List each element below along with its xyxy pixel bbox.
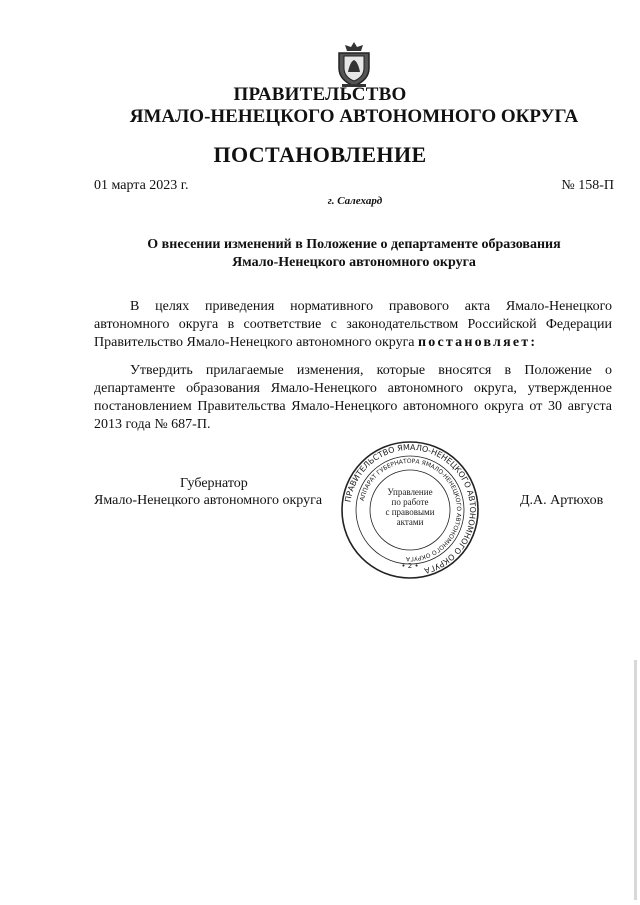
document-type-title: ПОСТАНОВЛЕНИЕ	[213, 142, 427, 167]
organization-name-line1: ПРАВИТЕЛЬСТВО	[233, 84, 407, 105]
subject-line1: О внесении изменений в Положение о департаменте образования	[147, 237, 561, 252]
signatory-position-line2: Ямало-Ненецкого автономного округа	[94, 493, 323, 508]
body-paragraph-1	[94, 298, 612, 352]
document-city: г. Салехард	[327, 195, 383, 207]
subject-line2: Ямало-Ненецкого автономного округа	[232, 255, 476, 270]
stamp-center-line4: актами	[396, 517, 424, 527]
decree-keyword: постановляет:	[418, 335, 538, 350]
document-number: № 158-П	[561, 178, 614, 193]
stamp-number: • 2 •	[401, 562, 419, 570]
signatory-name: Д.А. Артюхов	[520, 493, 604, 508]
document-date: 01 марта 2023 г.	[94, 178, 189, 193]
stamp-inner-text: АППАРАТ ГУБЕРНАТОРА ЯМАЛО-НЕНЕЦКОГО АВТОНОМНОГО ОКРУГА	[358, 457, 463, 563]
body-paragraph-2: Утвердить прилагаемые изменения, которые вносятся в Положение о департаменте образования Ямало-Ненецкого автономного округа, утвержденное постановлением Правительства Ямало-Ненецкого автономного округа от 30 августа 2013 года № 687-П.	[94, 363, 612, 432]
paragraph-1-text: В целях приведения нормативного правового акта Ямало-Ненецкого автономного округа в соответствие с законодательством Российской Федерации Правительство Ямало-Ненецкого автономного округа	[94, 299, 612, 350]
stamp-center-text	[375, 487, 445, 527]
scan-edge-mark	[634, 660, 637, 900]
stamp-center-line1: Управление	[387, 487, 433, 497]
stamp-center-line3: с правовыми	[385, 507, 435, 517]
stamp-outer-text: ПРАВИТЕЛЬСТВО ЯМАЛО-НЕНЕЦКОГО АВТОНОМНОГО ОКРУГА	[343, 442, 478, 576]
signatory-position-line1: Губернатор	[180, 476, 248, 491]
document-subject	[94, 236, 614, 272]
stamp-center-line2: по работе	[391, 497, 429, 507]
coat-of-arms-icon	[330, 40, 378, 88]
organization-name-line2: ЯМАЛО-НЕНЕЦКОГО АВТОНОМНОГО ОКРУГА	[129, 106, 579, 127]
